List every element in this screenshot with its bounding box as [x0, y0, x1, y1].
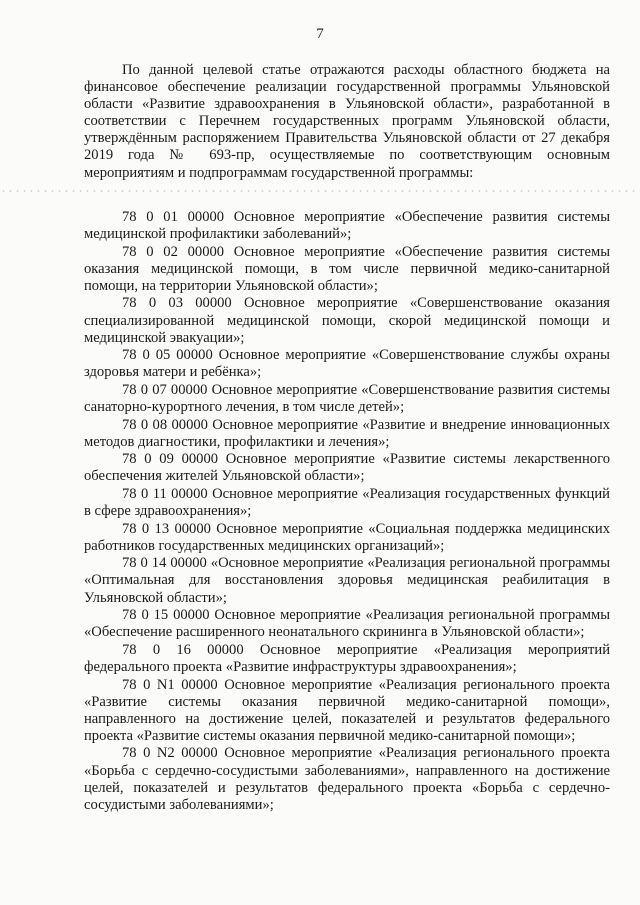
activity-list	[84, 209, 610, 814]
list-item: 78 0 02 00000 Основное мероприятие «Обеспечение развития системы оказания медицинской помощи, в том числе первичной медико-санитарной помощи, на территории Ульяновской области»;	[84, 243, 610, 294]
list-item: 78 0 03 00000 Основное мероприятие «Совершенствование оказания специализированной медицинской помощи, скорой медицинской помощи и медицинской эвакуации»;	[84, 295, 610, 346]
list-item: 78 0 N2 00000 Основное мероприятие «Реализация регионального проекта «Борьба с сердечно-сосудистыми заболеваниями», направленного на достижение целей, показателей и результатов федерального проекта «Борьба с сердечно-сосудистыми заболеваниями»;	[84, 745, 610, 813]
list-item: 78 0 11 00000 Основное мероприятие «Реализация государственных функций в сфере здравоохранения»;	[84, 486, 610, 520]
list-item: 78 0 15 00000 Основное мероприятие «Реализация региональной программы «Обеспечение расширенного неонатального скрининга в Ульяновской области»;	[84, 607, 610, 641]
list-item: 78 0 14 00000 «Основное мероприятие «Реализация региональной программы «Оптимальная для восстановления здоровья медицинская реабилитация в Ульяновской области»;	[84, 555, 610, 606]
list-item: 78 0 01 00000 Основное мероприятие «Обеспечение развития системы медицинской профилактики заболеваний»;	[84, 209, 610, 243]
scan-artifact	[0, 188, 640, 194]
list-item: 78 0 N1 00000 Основное мероприятие «Реализация регионального проекта «Развитие системы оказания первичной медико-санитарной помощи», направленного на достижение целей, показателей и результатов федерального проекта «Развитие системы оказания первичной медико-санитарной помощи»;	[84, 676, 610, 744]
list-item: 78 0 05 00000 Основное мероприятие «Совершенствование службы охраны здоровья матери и ребёнка»;	[84, 347, 610, 381]
page-number: 7	[316, 26, 324, 42]
list-item: 78 0 16 00000 Основное мероприятие «Реализация мероприятий федерального проекта «Развитие инфраструктуры здравоохранения»;	[84, 641, 610, 675]
list-item: 78 0 07 00000 Основное мероприятие «Совершенствование развития системы санаторно-курортного лечения, в том числе детей»;	[84, 381, 610, 416]
list-item: 78 0 13 00000 Основное мероприятие «Социальная поддержка медицинских работников государственных медицинских организаций»;	[84, 520, 610, 554]
intro-paragraph: По данной целевой статье отражаются расходы областного бюджета на финансовое обеспечение реализации государственной программы Ульяновской области «Развитие здравоохранения в Ульяновской области», разработанной в соответствии с Перечнем государственных программ Ульяновской области, утверждённым распоряжением Правительства Ульяновской области от 27 декабря 2019 года № 693-пр, осуществляемые по соответствующим основным мероприятиям и подпрограммам государственной программы:	[84, 62, 610, 181]
list-item: 78 0 08 00000 Основное мероприятие «Развитие и внедрение инновационных методов диагностики, профилактики и лечения»;	[84, 416, 610, 450]
list-item: 78 0 09 00000 Основное мероприятие «Развитие системы лекарственного обеспечения жителей Ульяновской области»;	[84, 451, 610, 485]
